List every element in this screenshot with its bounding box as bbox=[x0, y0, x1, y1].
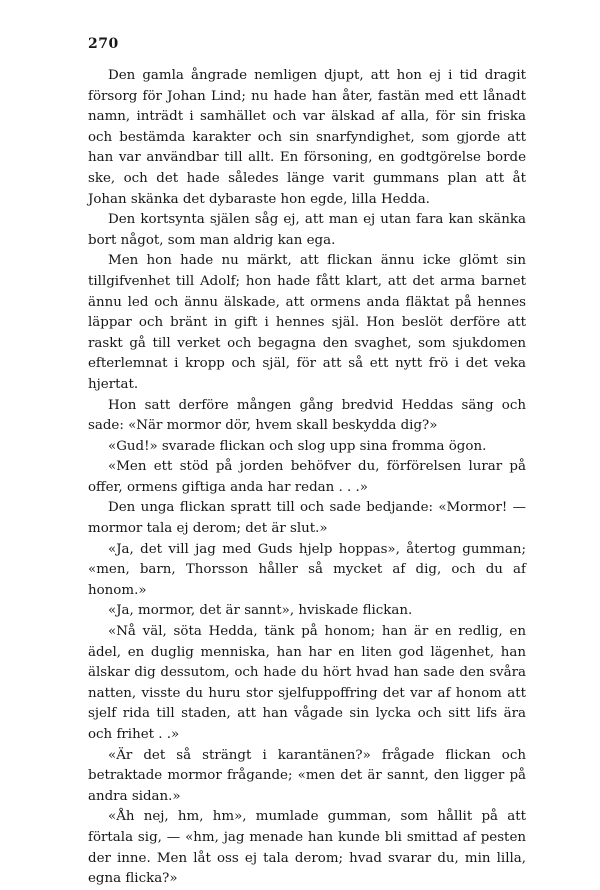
paragraph: «Gud!» svarade flickan och slog upp sina fromma ögon. bbox=[108, 438, 487, 454]
paragraph: «Ja, det vill jag med Guds hjelp hoppas», återtog gumman; «men, barn, Thorsson håller så mycket af dig, och du af honom.» bbox=[88, 541, 526, 598]
paragraph: Den gamla ångrade nemligen djupt, att hon ej i tid dragit försorg för Johan Lind; nu hade han åter, fastän med ett lånadt namn, inträdt i samhället och var älskad af alla, för sin friska och bestämda karakter och sin snarfyndighet, som gjorde att han var användbar till allt. En försoning, en godtgörelse borde ske, och det hade således länge varit gummans plan att åt Johan skänka det dybaraste hon egde, lilla Hedda. bbox=[88, 68, 526, 207]
paragraph: «Nå väl, söta Hedda, tänk på honom; han är en redlig, en ädel, en duglig menniska, han har en liten god lägenhet, han älskar dig dessutom, och hade du hört hvad han sade den svåra natten, visste du huru stor sjelfuppoffring det var af honom att sjelf rida till staden, att han vågade sin lycka och sitt lifs ära och frihet . .» bbox=[88, 624, 526, 742]
paragraph: Men hon hade nu märkt, att flickan ännu icke glömt sin tillgifvenhet till Adolf; hon hade fått klart, att det arma barnet ännu led och ännu älskade, att ormens anda fläktat på hennes läppar och bränt in gift i hennes själ. Hon beslöt derföre att raskt gå till verket och begagna den svaghet, som sjukdomen efterlemnat i kropp och själ, för att så ett nytt frö i det veka hjertat. bbox=[88, 253, 526, 392]
paragraph: «Åh nej, hm, hm», mumlade gumman, som hållit på att förtala sig, — «hm, jag menade han kunde bli smittad af pesten der inne. Men låt oss ej tala derom; hvad svarar du, min lilla, egna flicka?» bbox=[88, 809, 526, 887]
paragraph: Den unga flickan spratt till och sade bedjande: «Mormor! — mormor tala ej derom; det är slut.» bbox=[88, 500, 526, 537]
body-text bbox=[88, 66, 526, 890]
paragraph: «Men ett stöd på jorden behöfver du, förförelsen lurar på offer, ormens giftiga anda har redan . . .» bbox=[88, 459, 526, 495]
paragraph: «Ja, mormor, det är sannt», hviskade flickan. bbox=[108, 603, 413, 619]
paragraph: «Är det så strängt i karantänen?» frågade flickan och betraktade mormor frågande; «men det är sannt, den ligger på andra sidan.» bbox=[88, 747, 526, 804]
paragraph: Hon satt derföre mången gång bredvid Heddas säng och sade: «När mormor dör, hvem skall beskydda dig?» bbox=[88, 397, 526, 434]
paragraph: Den kortsynta själen såg ej, att man ej utan fara kan skänka bort något, som man aldrig kan ega. bbox=[88, 212, 526, 248]
page-number: 270 bbox=[88, 36, 119, 52]
